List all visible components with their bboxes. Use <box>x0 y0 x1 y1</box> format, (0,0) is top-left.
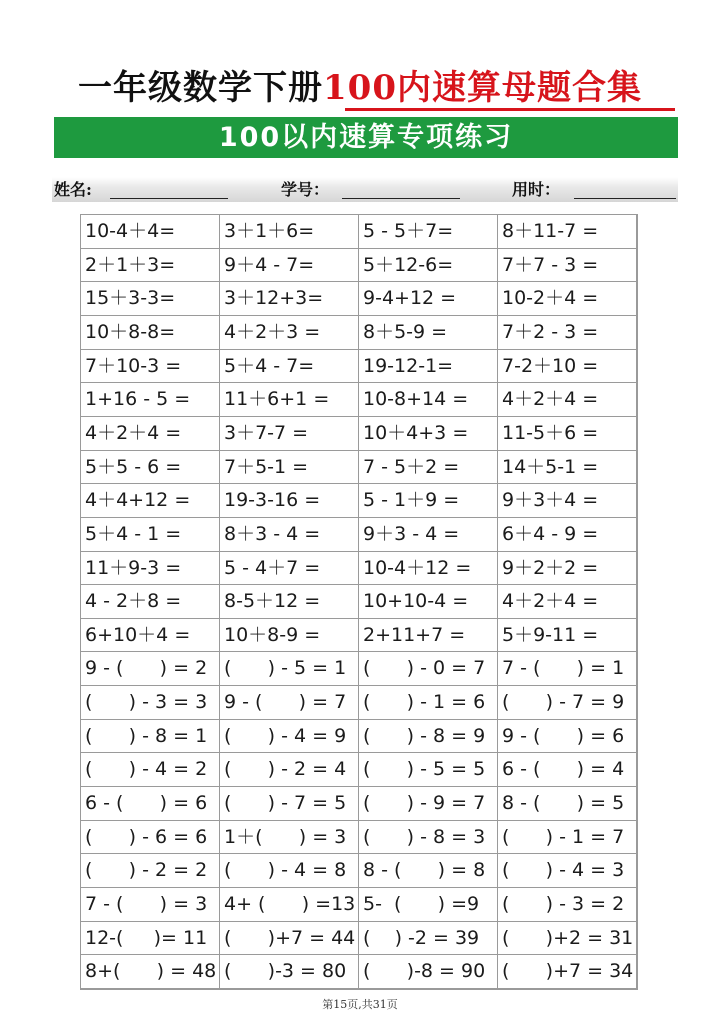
problem-cell: ( ) - 7 = 9 <box>498 686 637 720</box>
problem-cell: 11＋9-3 = <box>81 552 220 586</box>
problem-cell: 2+11+7 = <box>359 619 498 653</box>
problem-cell: ( ) - 2 = 4 <box>220 753 359 787</box>
problem-cell: 11-5＋6 = <box>498 417 637 451</box>
problem-cell: 1＋( ) = 3 <box>220 821 359 855</box>
problem-cell: 19-3-16 = <box>220 484 359 518</box>
problem-cell: 4＋4+12 = <box>81 484 220 518</box>
time-blank[interactable] <box>574 198 676 199</box>
problem-cell: 7-2＋10 = <box>498 350 637 384</box>
problem-cell: 9 - ( ) = 2 <box>81 652 220 686</box>
problem-cell: 5＋5 - 6 = <box>81 451 220 485</box>
problem-cell: 9＋3 - 4 = <box>359 518 498 552</box>
problem-cell: 9＋4 - 7= <box>220 249 359 283</box>
problem-cell: ( ) - 2 = 2 <box>81 854 220 888</box>
problem-cell: 4＋2＋4 = <box>498 585 637 619</box>
problem-cell: ( ) - 6 = 6 <box>81 821 220 855</box>
problem-cell: 8＋3 - 4 = <box>220 518 359 552</box>
problem-cell: 4＋2＋4 = <box>498 383 637 417</box>
problem-cell: 14＋5-1 = <box>498 451 637 485</box>
time-label: 用时： <box>512 180 561 199</box>
problem-cell: ( ) - 4 = 2 <box>81 753 220 787</box>
problem-cell: 15＋3-3= <box>81 282 220 316</box>
problem-cell: 6＋4 - 9 = <box>498 518 637 552</box>
problem-cell: ( ) - 1 = 7 <box>498 821 637 855</box>
problem-cell: 10+10-4 = <box>359 585 498 619</box>
problem-cell: ( )+7 = 34 <box>498 955 637 989</box>
document-title <box>0 60 720 110</box>
problem-cell: ( ) - 9 = 7 <box>359 787 498 821</box>
problem-cell: ( )-8 = 90 <box>359 955 498 989</box>
problem-cell: 8 - ( ) = 8 <box>359 854 498 888</box>
problem-cell: 6 - ( ) = 4 <box>498 753 637 787</box>
problem-cell: 5- ( ) =9 <box>359 888 498 922</box>
problem-cell: 10-2＋4 = <box>498 282 637 316</box>
problem-cell: 7＋10-3 = <box>81 350 220 384</box>
student-info-bar <box>52 177 678 202</box>
problem-cell: ( ) - 5 = 5 <box>359 753 498 787</box>
problem-cell: 10＋4+3 = <box>359 417 498 451</box>
problem-cell: ( ) - 4 = 8 <box>220 854 359 888</box>
page-footer: 第15页,共31页 <box>322 998 398 1011</box>
problem-cell: 7＋7 - 3 = <box>498 249 637 283</box>
problem-cell: 4 - 2＋8 = <box>81 585 220 619</box>
problem-cell: ( ) - 8 = 9 <box>359 720 498 754</box>
problem-cell: 2＋1＋3= <box>81 249 220 283</box>
problem-cell: ( )-3 = 80 <box>220 955 359 989</box>
problem-cell: 7＋5-1 = <box>220 451 359 485</box>
problem-cell: 8＋5-9 = <box>359 316 498 350</box>
problem-cell: 5＋4 - 1 = <box>81 518 220 552</box>
problem-cell: 9 - ( ) = 6 <box>498 720 637 754</box>
problem-cell: 7 - ( ) = 3 <box>81 888 220 922</box>
problem-cell: 3＋12+3= <box>220 282 359 316</box>
problem-cell: 5 - 4＋7 = <box>220 552 359 586</box>
student-id-label: 学号： <box>281 180 330 199</box>
problem-cell: ( ) - 5 = 1 <box>220 652 359 686</box>
problem-cell: 10-4＋4= <box>81 215 220 249</box>
problem-cell: 8＋11-7 = <box>498 215 637 249</box>
problem-cell: ( ) - 8 = 1 <box>81 720 220 754</box>
problem-cell: 9＋3＋4 = <box>498 484 637 518</box>
problem-cell: 3＋7-7 = <box>220 417 359 451</box>
name-label: 姓名: <box>54 180 92 199</box>
problem-cell: 9 - ( ) = 7 <box>220 686 359 720</box>
problem-cell: 8 - ( ) = 5 <box>498 787 637 821</box>
problem-cell: ( )+7 = 44 <box>220 922 359 956</box>
student-id-blank[interactable] <box>342 198 460 199</box>
problem-cell: 5＋4 - 7= <box>220 350 359 384</box>
problem-cell: 9-4+12 = <box>359 282 498 316</box>
title-underline <box>345 108 675 111</box>
problem-cell: 10＋8-8= <box>81 316 220 350</box>
problem-cell: 7 - ( ) = 1 <box>498 652 637 686</box>
problem-cell: ( ) - 3 = 3 <box>81 686 220 720</box>
problem-cell: 3＋1＋6= <box>220 215 359 249</box>
problem-grid <box>80 214 638 990</box>
problem-cell: ( ) - 8 = 3 <box>359 821 498 855</box>
problem-cell: 6+10＋4 = <box>81 619 220 653</box>
problem-cell: 10-8+14 = <box>359 383 498 417</box>
problem-cell: ( ) - 4 = 9 <box>220 720 359 754</box>
problem-cell: 4+ ( ) =13 <box>220 888 359 922</box>
problem-cell: 10-4＋12 = <box>359 552 498 586</box>
problem-cell: 11＋6+1 = <box>220 383 359 417</box>
problem-cell: 4＋2＋3 = <box>220 316 359 350</box>
problem-cell: ( ) - 1 = 6 <box>359 686 498 720</box>
problem-cell: ( ) - 4 = 3 <box>498 854 637 888</box>
problem-cell: 12-( )= 11 <box>81 922 220 956</box>
problem-cell: 10＋8-9 = <box>220 619 359 653</box>
title-black-part: 一年级数学下册 <box>78 68 323 108</box>
section-banner: 100以内速算专项练习 <box>54 117 678 158</box>
problem-cell: 8-5＋12 = <box>220 585 359 619</box>
problem-cell: ( ) -2 = 39 <box>359 922 498 956</box>
problem-cell: ( ) - 3 = 2 <box>498 888 637 922</box>
problem-cell: 9＋2＋2 = <box>498 552 637 586</box>
problem-cell: 5 - 1＋9 = <box>359 484 498 518</box>
problem-cell: ( ) - 7 = 5 <box>220 787 359 821</box>
title-red-part: 100内速算母题合集 <box>323 68 642 108</box>
problem-cell: 5＋12-6= <box>359 249 498 283</box>
problem-cell: 6 - ( ) = 6 <box>81 787 220 821</box>
problem-cell: ( ) - 0 = 7 <box>359 652 498 686</box>
problem-cell: 5 - 5＋7= <box>359 215 498 249</box>
problem-cell: 5＋9-11 = <box>498 619 637 653</box>
name-blank[interactable] <box>110 198 228 199</box>
problem-cell: 8+( ) = 48 <box>81 955 220 989</box>
problem-cell: 19-12-1= <box>359 350 498 384</box>
problem-cell: 7＋2 - 3 = <box>498 316 637 350</box>
problem-cell: 1+16 - 5 = <box>81 383 220 417</box>
problem-cell: ( )+2 = 31 <box>498 922 637 956</box>
problem-cell: 7 - 5＋2 = <box>359 451 498 485</box>
problem-cell: 4＋2＋4 = <box>81 417 220 451</box>
